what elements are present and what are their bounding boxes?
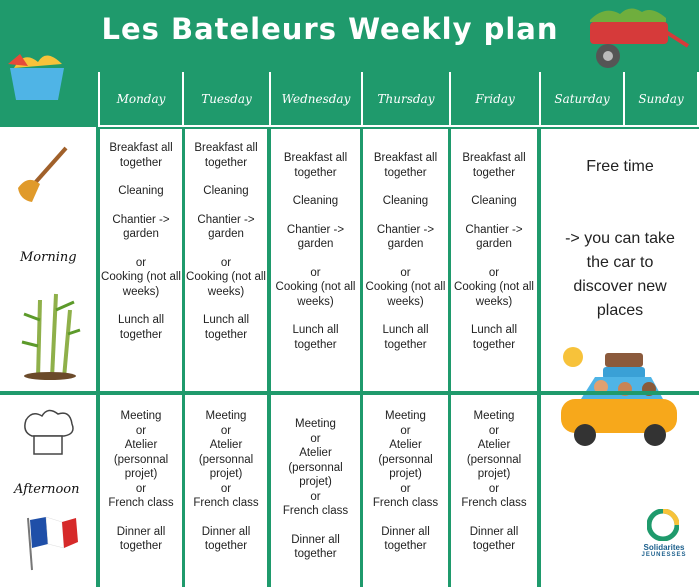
french-flag-icon (24, 512, 80, 572)
header-monday: Monday (98, 72, 182, 127)
morning-friday: Breakfast all together Cleaning Chantier -> garden or Cooking (not all weeks) Lunch all together (451, 129, 537, 391)
afternoon-thursday: Meeting or Atelier (personnal projet) or French class Dinner all together (363, 395, 448, 587)
morning-tuesday: Breakfast all together Cleaning Chantier -> garden or Cooking (not all weeks) Lunch all together (185, 129, 267, 391)
morning-label: Morning (20, 250, 77, 265)
solidarites-logo-icon (647, 509, 679, 541)
morning-monday: Breakfast all together Cleaning Chantier -> garden or Cooking (not all weeks) Lunch all together (100, 129, 182, 391)
car-suggestion-text: -> you can take the car to discover new places (565, 230, 675, 319)
afternoon-tuesday: Meeting or Atelier (personnal projet) or French class Dinner all together (185, 395, 267, 587)
morning-wednesday: Breakfast all together Cleaning Chantier -> garden or Cooking (not all weeks) Lunch all together (271, 129, 360, 391)
header-sunday: Sunday (623, 72, 699, 127)
logo-text: Solidarites JEUNESSES (641, 543, 687, 558)
page-title: Les Bateleurs Weekly plan (101, 12, 559, 46)
morning-thursday: Breakfast all together Cleaning Chantier -> garden or Cooking (not all weeks) Lunch all together (363, 129, 448, 391)
wheelbarrow-icon (580, 0, 690, 72)
header-wednesday: Wednesday (269, 72, 361, 127)
header-thursday: Thursday (361, 72, 449, 127)
car-icon (555, 343, 683, 453)
afternoon-label: Afternoon (14, 482, 80, 497)
period-divider (0, 391, 699, 395)
bamboo-icon (18, 290, 82, 380)
afternoon-friday: Meeting or Atelier (personnal projet) or French class Dinner all together (451, 395, 537, 587)
broom-icon (10, 144, 70, 204)
header-tuesday: Tuesday (182, 72, 269, 127)
afternoon-monday: Meeting or Atelier (personnal projet) or French class Dinner all together (100, 395, 182, 587)
weekend-block (541, 129, 699, 587)
afternoon-wednesday: Meeting or Atelier (personnal projet) or French class Dinner all together (271, 395, 360, 587)
header-friday: Friday (449, 72, 539, 127)
free-time-text: Free time (586, 158, 654, 175)
header-saturday: Saturday (539, 72, 623, 127)
schedule-grid (0, 72, 699, 587)
chef-hat-icon (20, 406, 76, 458)
